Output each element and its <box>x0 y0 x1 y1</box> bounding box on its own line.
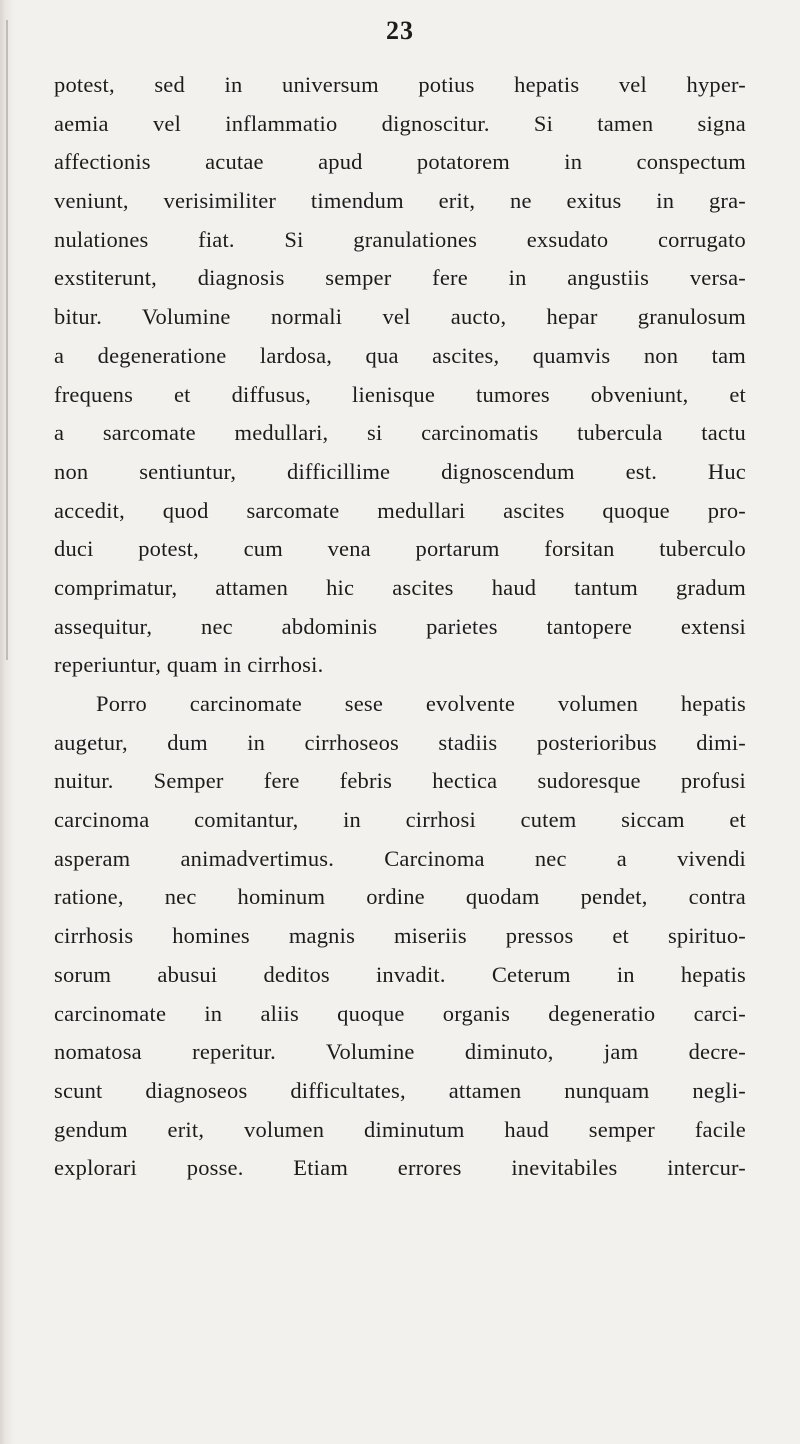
page-gutter-shadow <box>0 0 14 1444</box>
text-line: carcinomate in aliis quoque organis degeneratio carci- <box>54 1000 746 1026</box>
text-line: ratione, nec hominum ordine quodam pendet, contra <box>54 884 746 910</box>
binding-line <box>6 20 8 660</box>
text-line: frequens et diffusus, lienisque tumores obveniunt, et <box>54 381 746 407</box>
text-line: potest, sed in universum potius hepatis vel hyper- <box>54 72 746 97</box>
text-line: scunt diagnoseos difficultates, attamen nunquam negli- <box>54 1077 746 1103</box>
text-line: veniunt, verisimiliter timendum erit, ne exitus in gra- <box>54 188 746 214</box>
paragraph-end-line: reperiuntur, quam in cirrhosi. <box>54 652 324 678</box>
text-line: nulationes fiat. Si granulationes exsudato corrugato <box>54 226 746 252</box>
text-line: nuitur. Semper fere febris hectica sudoresque profusi <box>54 768 746 794</box>
text-line: sorum abusui deditos invadit. Ceterum in hepatis <box>54 961 746 987</box>
text-line: assequitur, nec abdominis parietes tantopere extensi <box>54 613 746 639</box>
text-line: a degeneratione lardosa, qua ascites, quamvis non tam <box>54 342 746 368</box>
text-line: accedit, quod sarcomate medullari ascites quoque pro- <box>54 497 746 523</box>
text-line: carcinoma comitantur, in cirrhosi cutem siccam et <box>54 807 746 833</box>
paragraph-start-line: Porro carcinomate sese evolvente volumen hepatis <box>96 691 746 716</box>
text-line: cirrhosis homines magnis miseriis pressos et spirituo- <box>54 923 746 949</box>
text-line: exstiterunt, diagnosis semper fere in angustiis versa- <box>54 265 746 291</box>
page-number: 23 <box>386 16 414 45</box>
text-line: bitur. Volumine normali vel aucto, hepar granulosum <box>54 304 746 330</box>
text-line: asperam animadvertimus. Carcinoma nec a vivendi <box>54 845 746 871</box>
text-line: gendum erit, volumen diminutum haud semper facile <box>54 1116 746 1142</box>
text-line: a sarcomate medullari, si carcinomatis tubercula tactu <box>54 420 746 446</box>
text-line: affectionis acutae apud potatorem in conspectum <box>54 149 746 175</box>
text-line: duci potest, cum vena portarum forsitan tuberculo <box>54 536 746 562</box>
text-line: aemia vel inflammatio dignoscitur. Si tamen signa <box>54 110 746 136</box>
text-line: augetur, dum in cirrhoseos stadiis posterioribus dimi- <box>54 729 746 755</box>
text-line: explorari posse. Etiam errores inevitabiles intercur- <box>54 1155 746 1181</box>
text-line: nomatosa reperitur. Volumine diminuto, jam decre- <box>54 1039 746 1065</box>
body-text <box>54 66 746 1188</box>
text-line: comprimatur, attamen hic ascites haud tantum gradum <box>54 574 746 600</box>
text-line: non sentiuntur, difficillime dignoscendum est. Huc <box>54 458 746 484</box>
